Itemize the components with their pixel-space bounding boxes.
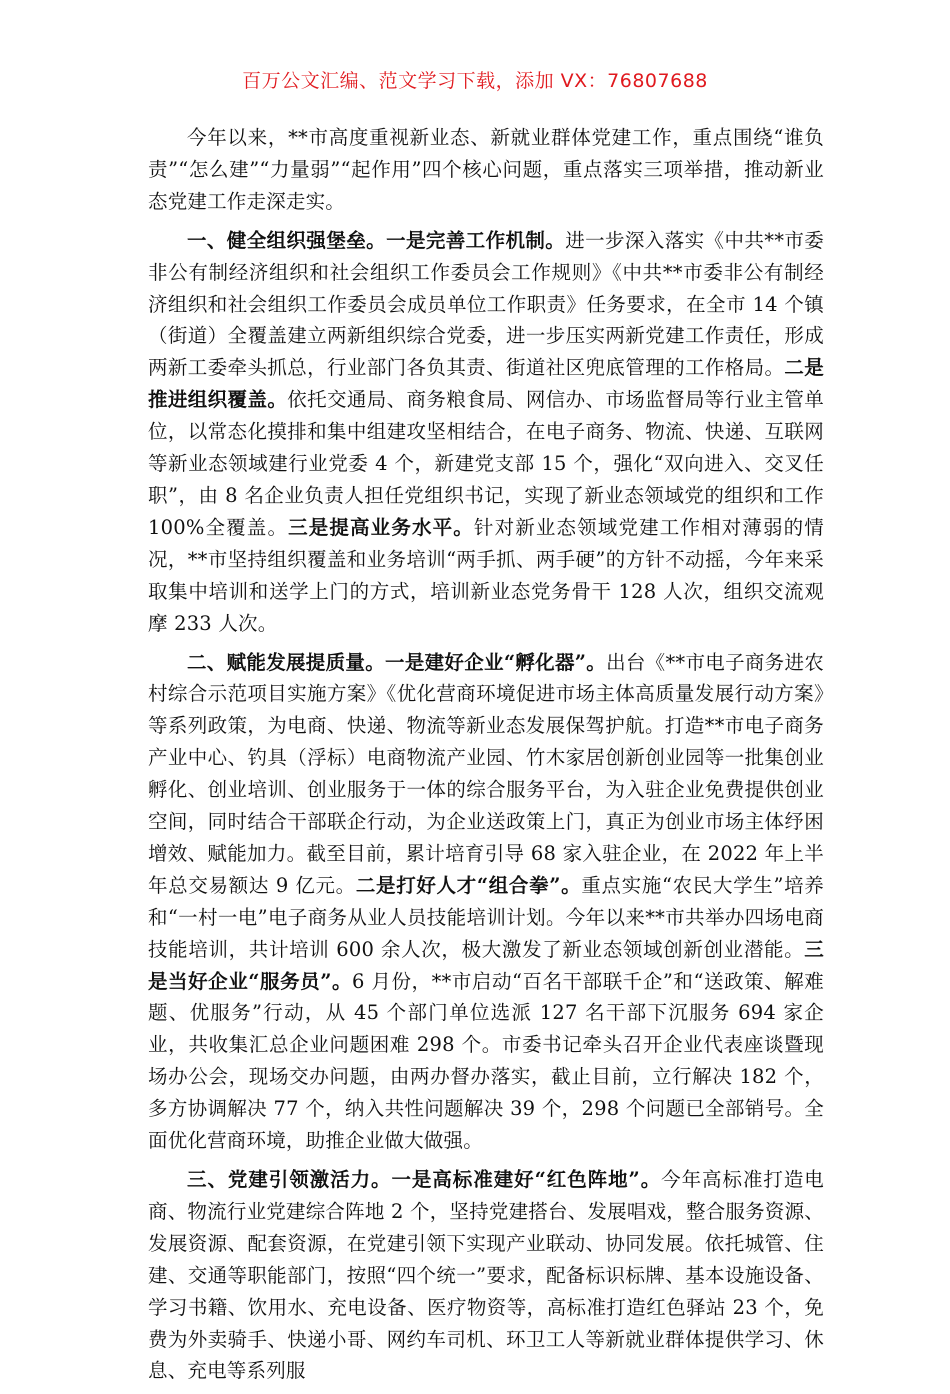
section-one-heading: 一、健全组织强堡垒。 — [187, 228, 387, 252]
section-two-point-three-text: 6 月份，**市启动“百名干部联千企”和“送政策、解难题、优服务”行动，从 45 个部门单位选派 127 名干部下沉服务 694 家企业，共收集汇总企业问题困难 298 个。市委书记牵头召开企业代表座谈暨现场办公会，现场交办问题，由两办督办落实，截止目前，立行解决 182 个，多方协调解决 77 个，纳入共性问题解决 39 个，298 个问题已全部销号。全面优化营商环境，助推企业做大做强。 — [148, 969, 824, 1153]
section-two-point-one-heading: 一是建好企业“孵化器”。 — [385, 650, 607, 674]
section-two-paragraph — [148, 647, 824, 1158]
section-two-point-two-text: 重点实施“农民大学生”培养和“一村一电”电子商务从业人员技能培训计划。今年以来**市共举办四场电商技能培训，共计培训 600 余人次，极大激发了新业态领域创新创业潜能。 — [148, 873, 824, 961]
intro-paragraph — [148, 122, 824, 218]
section-two-point-one-text: 出台《**市电子商务进农村综合示范项目实施方案》《优化营商环境促进市场主体高质量发展行动方案》等系列政策，为电商、快递、物流等新业态发展保驾护航。打造**市电子商务产业中心、钓具（浮标）电商物流产业园、竹木家居创新创业园等一批集创业孵化、创业培训、创业服务于一体的综合服务平台，为入驻企业免费提供创业空间，同时结合干部联企行动，为企业送政策上门，真正为创业市场主体纾困增效、赋能加力。截至目前，累计培育引导 68 家入驻企业，在 2022 年上半年总交易额达 9 亿元。 — [148, 650, 824, 897]
section-three-point-one-text: 今年高标准打造电商、物流行业党建综合阵地 2 个，坚持党建搭台、发展唱戏，整合服务资源、发展资源、配套资源，在党建引领下实现产业联动、协同发展。依托城管、住建、交通等职能部门，按照“四个统一”要求，配备标识标牌、基本设施设备、学习书籍、饮用水、充电设备、医疗物资等，高标准打造红色驿站 23 个，免费为外卖骑手、快递小哥、网约车司机、环卫工人等新就业群体提供学习、休息、充电等系列服 — [148, 1168, 824, 1383]
section-one-point-two-heading: 二是推进组织覆盖。 — [148, 356, 824, 412]
section-one-point-one-heading: 一是完善工作机制。 — [386, 228, 566, 252]
section-one-point-two-text: 依托交通局、商务粮食局、网信办、市场监督局等行业主管单位，以常态化摸排和集中组建攻坚相结合，在电子商务、物流、快递、互联网等新业态领域建行业党委 4 个，新建党支部 15 个，强化“双向进入、交叉任职”，由 8 名企业负责人担任党组织书记，实现了新业态领域党的组织和工作 100%全覆盖。 — [148, 388, 824, 539]
document-body — [148, 122, 824, 1394]
section-one-point-one-text: 进一步深入落实《中共**市委非公有制经济组织和社会组织工作委员会工作规则》《中共**市委非公有制经济组织和社会组织工作委员会成员单位工作职责》任务要求，在全市 14 个镇（街道）全覆盖建立两新组织综合党委，进一步压实两新党建工作责任，形成两新工委牵头抓总，行业部门各负其责、街道社区兜底管理的工作格局。 — [148, 228, 824, 380]
section-one-point-three-heading: 三是提高业务水平。 — [288, 515, 474, 539]
section-two-point-two-heading: 二是打好人才“组合拳”。 — [355, 873, 582, 897]
section-two-point-three-heading: 三是当好企业“服务员”。 — [148, 937, 824, 993]
header-notice: 百万公文汇编、范文学习下载，添加 VX：76807688 — [242, 70, 708, 92]
intro-text: 今年以来，**市高度重视新业态、新就业群体党建工作，重点围绕“谁负责”“怎么建”“力量弱”“起作用”四个核心问题，重点落实三项举措，推动新业态党建工作走深走实。 — [148, 126, 824, 213]
section-one-point-three-text: 针对新业态领域党建工作相对薄弱的情况，**市坚持组织覆盖和业务培训“两手抓、两手硬”的方针不动摇，今年来采取集中培训和送学上门的方式，培训新业态党务骨干 128 人次，组织交流观摩 233 人次。 — [148, 515, 824, 635]
section-three-heading: 三、党建引领激活力。 — [187, 1168, 392, 1191]
section-two-heading: 二、赋能发展提质量。 — [187, 650, 386, 674]
section-three-paragraph — [148, 1164, 824, 1387]
section-one-paragraph — [148, 225, 824, 640]
section-three-point-one-heading: 一是高标准建好“红色阵地”。 — [391, 1168, 662, 1191]
